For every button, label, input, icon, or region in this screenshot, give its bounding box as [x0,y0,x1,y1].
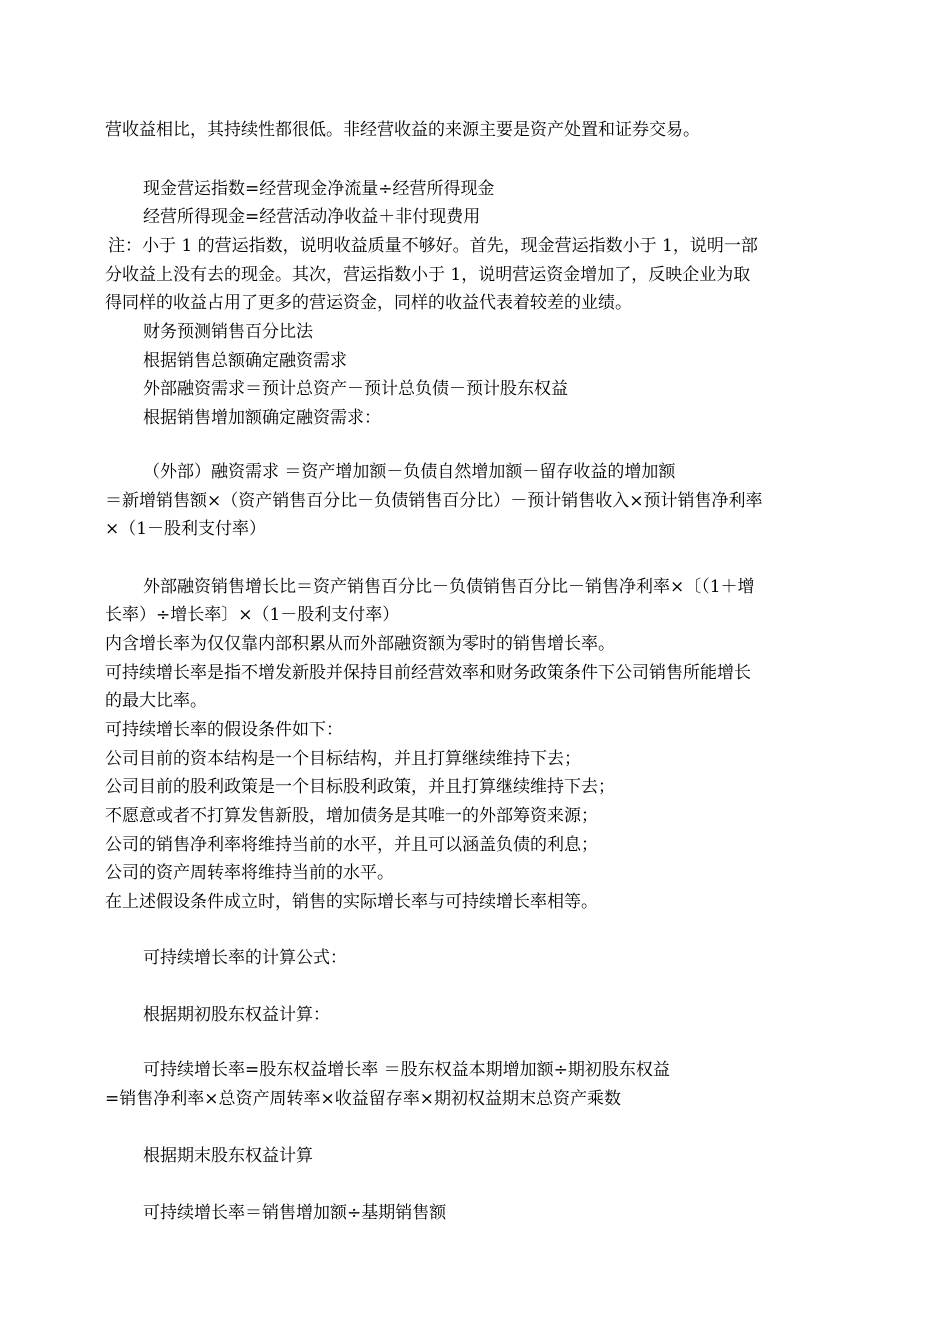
text-line: 根据期末股东权益计算 [143,1146,313,1166]
text-line: 在上述假设条件成立时，销售的实际增长率与可持续增长率相等。 [105,892,598,912]
note-line: 注：小于 1 的营运指数，说明收益质量不够好。首先，现金营运指数小于 1，说明一部 [108,236,758,256]
text-line: 可持续增长率的计算公式： [143,948,347,968]
list-item: 公司目前的资本结构是一个目标结构，并且打算继续维持下去； [105,749,581,769]
section-heading: 财务预测销售百分比法 [143,322,313,342]
text-line: 内含增长率为仅仅靠内部积累从而外部融资额为零时的销售增长率。 [105,634,615,654]
formula-line: 外部融资销售增长比＝资产销售百分比－负债销售百分比－销售净利率×〔（1＋增 [143,577,755,597]
list-item: 公司目前的股利政策是一个目标股利政策，并且打算继续维持下去； [105,777,615,797]
formula-line: 可持续增长率=股东权益增长率 ＝股东权益本期增加额÷期初股东权益 [143,1060,670,1080]
text-line: 根据销售总额确定融资需求 [143,351,347,371]
list-item: 公司的资产周转率将维持当前的水平。 [105,863,394,883]
text-line: 根据销售增加额确定融资需求： [143,408,381,428]
text-line: 营收益相比，其持续性都很低。非经营收益的来源主要是资产处置和证券交易。 [105,120,700,140]
text-line: 分收益上没有去的现金。其次，营运指数小于 1，说明营运资金增加了，反映企业为取 [105,265,751,285]
list-item: 公司的销售净利率将维持当前的水平，并且可以涵盖负债的利息； [105,835,598,855]
text-line: 可持续增长率的假设条件如下： [105,720,343,740]
formula-line: =销售净利率×总资产周转率×收益留存率×期初权益期末总资产乘数 [105,1089,621,1109]
list-item: 不愿意或者不打算发售新股，增加债务是其唯一的外部筹资来源； [105,806,598,826]
formula-line: 现金营运指数=经营现金净流量÷经营所得现金 [143,179,495,199]
text-line: 根据期初股东权益计算： [143,1005,330,1025]
formula-line: ＝新增销售额×（资产销售百分比－负债销售百分比）－预计销售收入×预计销售净利率 [105,491,763,511]
text-line: 可持续增长率是指不增发新股并保持目前经营效率和财务政策条件下公司销售所能增长 [105,663,751,683]
formula-line: （外部）融资需求 ＝资产增加额－负债自然增加额－留存收益的增加额 [143,462,676,482]
formula-line: 长率）÷增长率〕×（1－股利支付率） [105,605,400,625]
formula-line: 可持续增长率＝销售增加额÷基期销售额 [143,1203,447,1223]
formula-line: ×（1－股利支付率） [105,519,267,539]
text-line: 得同样的收益占用了更多的营运资金，同样的收益代表着较差的业绩。 [105,293,632,313]
text-line: 的最大比率。 [105,691,207,711]
formula-line: 外部融资需求＝预计总资产－预计总负债－预计股东权益 [143,379,568,399]
formula-line: 经营所得现金=经营活动净收益＋非付现费用 [143,207,481,227]
